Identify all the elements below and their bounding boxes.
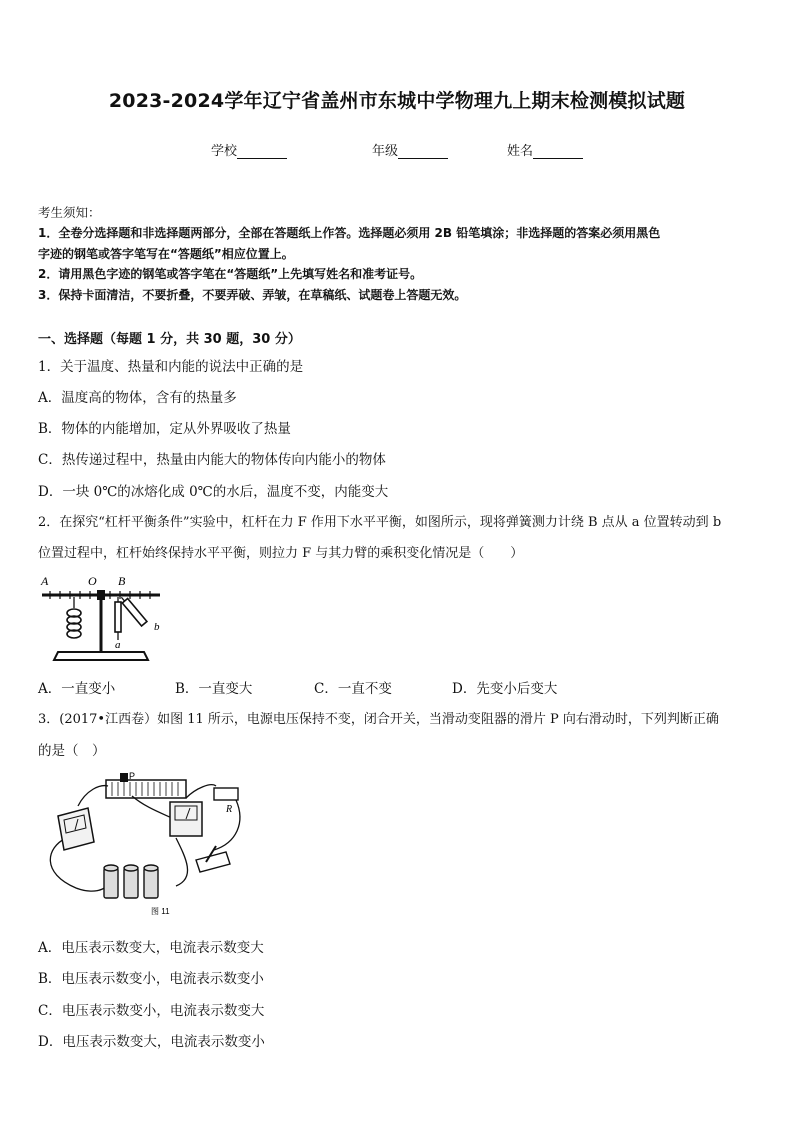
spring-scale-b (119, 595, 147, 626)
left-meter (58, 808, 94, 850)
hanging-weights (67, 609, 81, 638)
q2-option-a[interactable]: A．一直变小 (38, 681, 116, 697)
pivot-block (97, 590, 105, 600)
q3-option-b[interactable]: B．电压表示数变小，电流表示数变小 (38, 971, 264, 987)
q2-option-c[interactable]: C．一直不变 (314, 681, 392, 697)
label-B: B (118, 574, 126, 588)
q3-option-a[interactable]: A．电压表示数变大，电流表示数变大 (38, 940, 264, 956)
label-a: a (115, 639, 121, 651)
label-b: b (154, 621, 160, 633)
section-1-heading: 一、选择题（每题 1 分，共 30 题，30 分） (38, 332, 301, 347)
notice-item-1-line-2: 字迹的钢笔或答字笔写在“答题纸”相应位置上。 (38, 247, 294, 261)
grade-blank[interactable] (398, 144, 448, 159)
name-label: 姓名 (507, 144, 534, 159)
resistor (214, 788, 238, 800)
slider-p (120, 773, 128, 782)
notice-item-3: 3．保持卡面清洁，不要折叠，不要弄破、弄皱，在草稿纸、试题卷上答题无效。 (38, 288, 467, 302)
rheostat-coil (112, 782, 178, 796)
q1-option-b[interactable]: B．物体的内能增加，定从外界吸收了热量 (38, 421, 291, 437)
q3-option-d[interactable]: D．电压表示数变大，电流表示数变小 (38, 1034, 265, 1050)
q2-option-d[interactable]: D．先变小后变大 (452, 681, 558, 697)
right-meter (170, 802, 202, 836)
page-title: 2023-2024学年辽宁省盖州市东城中学物理九上期末检测模拟试题 (108, 90, 686, 112)
school-blank[interactable] (237, 144, 287, 159)
q2-option-b[interactable]: B．一直变大 (175, 681, 253, 697)
q3-option-c[interactable]: C．电压表示数变小，电流表示数变大 (38, 1003, 265, 1019)
q1-option-c[interactable]: C．热传递过程中，热量由内能大的物体传向内能小的物体 (38, 452, 386, 468)
notice-item-2: 2．请用黑色字迹的钢笔或答字笔在“答题纸”上先填写姓名和准考证号。 (38, 267, 423, 281)
label-R: R (226, 804, 233, 815)
stand-base (54, 652, 148, 660)
label-O: O (88, 574, 97, 588)
label-P: P (129, 771, 136, 781)
switch (196, 846, 230, 872)
name-blank[interactable] (533, 144, 583, 159)
lever-figure (36, 568, 166, 668)
notice-item-1-line-1: 1．全卷分选择题和非选择题两部分，全部在答题纸上作答。选择题必须用 2B 铅笔填涂；非选择题的答案必须用黑色 (38, 226, 661, 240)
q1-option-a[interactable]: A．温度高的物体，含有的热量多 (38, 390, 237, 406)
school-field (211, 140, 287, 159)
batteries (104, 865, 158, 898)
label-A: A (41, 574, 49, 588)
q2-stem-line-2: 位置过程中，杠杆始终保持水平平衡，则拉力 F 与其力臂的乘积变化情况是（ ） (38, 546, 524, 561)
q1-option-d[interactable]: D．一块 0℃的冰熔化成 0℃的水后，温度不变，内能变大 (38, 484, 389, 500)
q2-stem-line-1: 2．在探究“杠杆平衡条件”实验中，杠杆在力 F 作用下水平平衡，如图所示，现将弹簧测力计绕 B 点从 a 位置转动到 b (38, 515, 722, 530)
grade-field (372, 140, 448, 159)
figure-caption: 图 11 (151, 907, 170, 916)
q1-stem: 1．关于温度、热量和内能的说法中正确的是 (38, 359, 304, 375)
grade-label: 年级 (372, 144, 399, 159)
name-field (507, 140, 583, 159)
circuit-figure (36, 768, 246, 918)
q3-stem-line-1: 3．(2017•江西卷）如图 11 所示，电源电压保持不变，闭合开关，当滑动变阻器的滑片 P 向右滑动时，下列判断正确 (38, 712, 719, 727)
q3-stem-line-2: 的是（ ） (38, 743, 106, 759)
notice-heading: 考生须知： (38, 205, 101, 220)
school-label: 学校 (211, 144, 238, 159)
spring-scale-a (115, 602, 121, 632)
